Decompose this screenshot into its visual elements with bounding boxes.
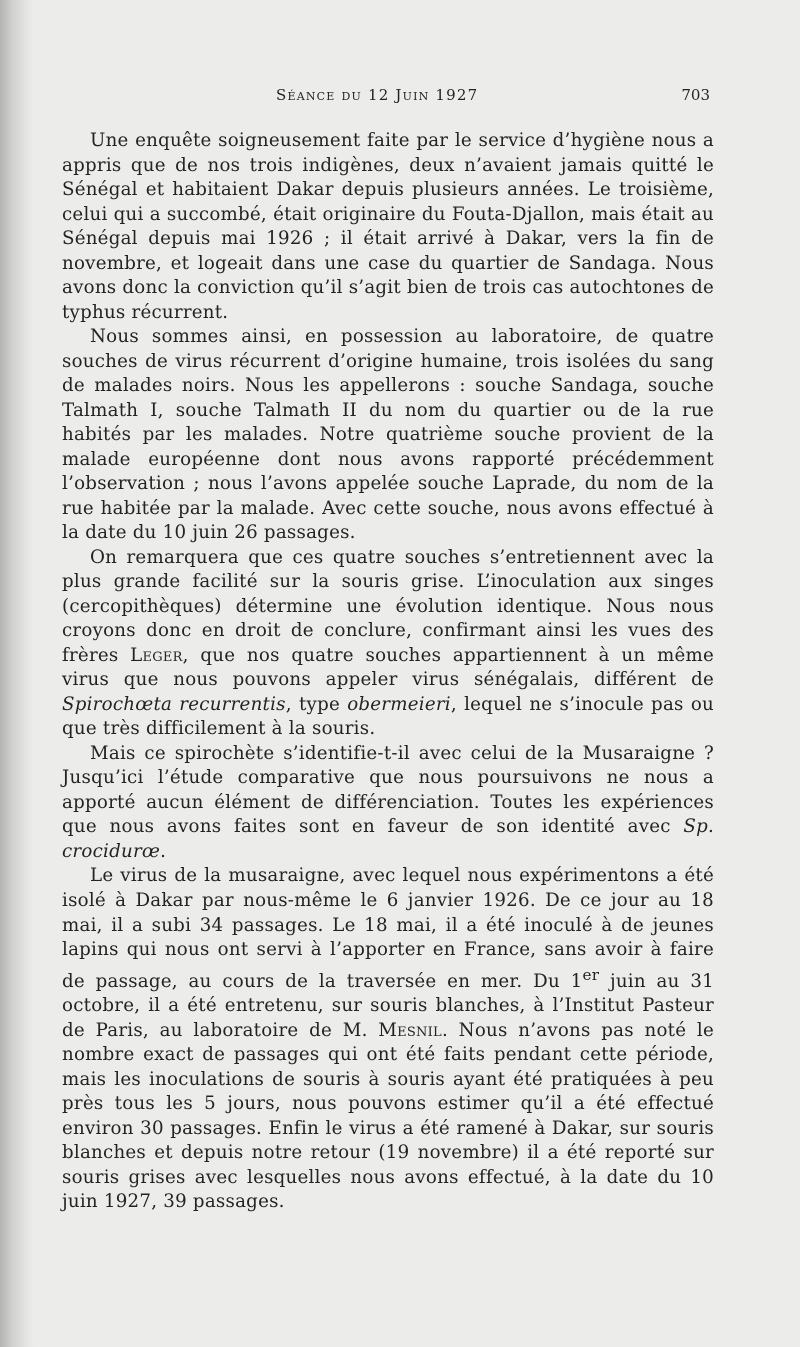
paragraph-text: Mais ce spirochète s’identifie-t-il avec celui de la Musaraigne ? Jusqu’ici l’étude comparative que nous poursuivons ne nous a apporté aucun élément de différenciation. Toutes les expériences que nous avons faites sont en faveur de son identité avec [62, 742, 714, 838]
paragraph-text: Nous sommes ainsi, en possession au laboratoire, de quatre souches de virus récurrent d’origine humaine, trois isolées du sang de malades noirs. Nous les appellerons : souche Sandaga, souche Talmath I, souche Talmath II du nom du quartier ou de la rue habités par les malades. Notre quatrième souche provient de la malade européenne dont nous avons rapporté précédemment l’observation ; nous l’avons appelée souche Laprade, du nom de la rue habitée par la malade. Avec cette souche, nous avons effectué à la date du 10 juin 26 passages. [62, 326, 714, 544]
paragraph-text: Le virus de la musaraigne, avec lequel nous expérimentons a été isolé à Dakar par nous-même le 6 janvier 1926. De ce jour au 18 mai, il a subi 34 passages. Le 18 mai, il a été inoculé à de jeunes lapins qui nous ont servi à l’apporter en France, sans avoir à faire de passage, au cours de la traversée en mer. Du 1 [62, 865, 714, 992]
type-name: obermeieri [347, 693, 451, 715]
paragraph-text: , lequel ne s’inocule pas ou que très difficilement à la souris. [62, 693, 714, 740]
binding-shadow [0, 0, 34, 1347]
paragraph-text: , que nos quatre souches appartiennent à un même virus que nous pouvons appeler virus sénégalais, différent de [62, 644, 714, 691]
paragraph-text: On remarquera que ces quatre souches s’entretiennent avec la plus grande facilité sur la souris grise. L’inoculation aux singes (cercopithèques) détermine une évolution identique. Nous nous croyons donc en droit de conclure, confirmant ainsi les vues des frères [62, 546, 714, 666]
species-name: Sp. crocidurœ [62, 816, 714, 862]
ordinal-superscript: er [582, 965, 600, 984]
paragraph-5 [62, 864, 714, 1214]
paragraph-text: juin au 31 octobre, il a été entretenu, sur souris blanches, à l’Institut Pasteur de Paris, au laboratoire de M. [62, 970, 714, 1041]
running-head-title: Séance du 12 Juin 1927 [276, 86, 479, 104]
paragraph-3 [62, 546, 714, 742]
paragraph-text: , type [285, 693, 348, 715]
paragraph-text: . [160, 840, 167, 862]
page-number: 703 [681, 86, 710, 104]
author-name: Leger [130, 644, 183, 666]
paragraph-4 [62, 742, 714, 865]
running-head [62, 86, 714, 112]
paragraph-2 [62, 325, 714, 546]
paragraph-text: . Nous n’avons pas noté le nombre exact de passages qui ont été faits pendant cette période, mais les inoculations de souris à souris ayant été pratiquées à peu près tous les 5 jours, nous pouvons estimer qu’il a été effectué environ 30 passages. Enfin le virus a été ramené à Dakar, sur souris blanches et depuis notre retour (19 novembre) il a été reporté sur souris grises avec lesquelles nous avons effectué, à la date du 10 juin 1927, 39 passages. [62, 1019, 715, 1213]
paragraph-1 [62, 129, 714, 325]
paragraph-text: Une enquête soigneusement faite par le service d’hygiène nous a appris que de nos trois indigènes, deux n’avaient jamais quitté le Sénégal et habitaient Dakar depuis plusieurs années. Le troisième, celui qui a succombé, était originaire du Fouta-Djallon, mais était au Sénégal depuis mai 1926 ; il était arrivé à Dakar, vers la fin de novembre, et logeait dans une case du quartier de Sandaga. Nous avons donc la conviction qu’il s’agit bien de trois cas autochtones de typhus récurrent. [62, 130, 714, 323]
species-name: Spirochœta recurrentis [62, 693, 286, 715]
body-text [62, 129, 714, 1215]
author-name: Mesnil [378, 1019, 442, 1041]
